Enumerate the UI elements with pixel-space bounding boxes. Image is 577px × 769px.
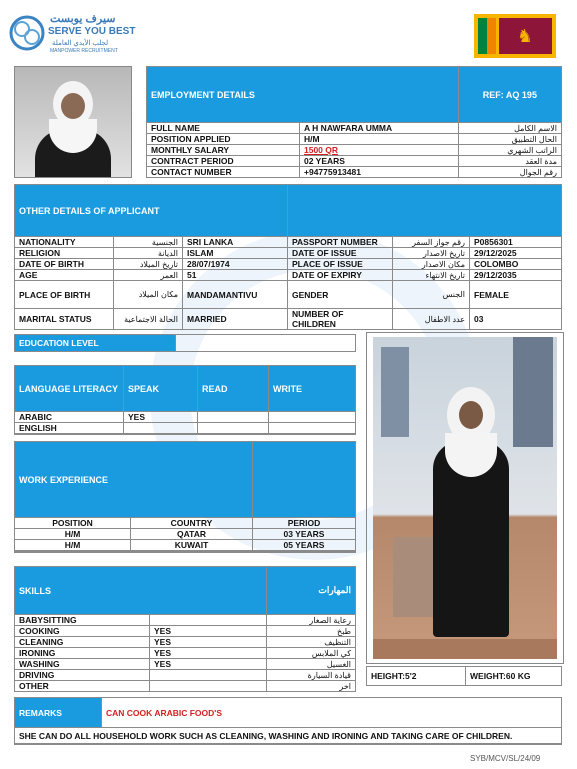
table-row: H/M QATAR 03 YEARS: [15, 529, 356, 540]
table-row: MARITAL STATUS الحالة الاجتماعية MARRIED NUMBER OF CHILDREN عدد الاطفال 03: [15, 309, 562, 330]
contact-number-label: CONTACT NUMBER: [147, 167, 300, 178]
position-applied-arabic: الحال التطبيق: [458, 134, 561, 145]
full-name-value: A H NAWFARA UMMA: [300, 123, 459, 134]
table-row: WASHING YES الغسيل: [15, 659, 356, 670]
table-row: COOKING YES طبخ: [15, 626, 356, 637]
skills-header: SKILLS: [15, 567, 267, 615]
reference-number: REF: AQ 195: [458, 67, 561, 123]
monthly-salary-arabic: الراتب الشهري: [458, 145, 561, 156]
skills-header-arabic: المهارات: [267, 567, 356, 615]
height-weight-table: [366, 666, 562, 686]
logo-english: SERVE YOU BEST: [48, 26, 136, 37]
full-name-arabic: الاسم الكامل: [458, 123, 561, 134]
table-row: ENGLISH: [15, 423, 356, 434]
other-details-table: [14, 184, 562, 330]
employment-header: EMPLOYMENT DETAILS: [147, 67, 459, 123]
company-logo: [8, 12, 148, 56]
table-row: CLEANING YES التنظيف: [15, 637, 356, 648]
table-row: ARABIC YES: [15, 412, 356, 423]
work-experience-table: WORK EXPERIENCE POSITION COUNTRY PERIOD H/M QATAR 03 YEARS H/M KUWAIT 05 YEARS: [14, 441, 356, 553]
employment-details-table: [146, 66, 562, 178]
work-experience-header: WORK EXPERIENCE: [15, 442, 253, 518]
table-row: H/M KUWAIT 05 YEARS: [15, 540, 356, 551]
sri-lanka-flag: ♞: [474, 14, 556, 58]
remarks-label: REMARKS: [15, 698, 102, 728]
logo-icon: [8, 14, 46, 52]
table-row: NATIONALITY الجنسية SRI LANKA PASSPORT NUMBER رقم جواز السفر P0856301: [15, 237, 562, 248]
logo-sub-english: MANPOWER RECRUITMENT: [50, 48, 118, 54]
table-row: BABYSITTING رعاية الصغار: [15, 615, 356, 626]
remarks-text: SHE CAN DO ALL HOUSEHOLD WORK SUCH AS CLEANING, WASHING AND IRONING AND TAKING CARE OF CHILDREN.: [15, 728, 562, 744]
education-level-table: [14, 334, 356, 352]
table-row: DRIVING قيادة السيارة: [15, 670, 356, 681]
contact-number-value: +94775913481: [300, 167, 459, 178]
remarks-table: [14, 697, 562, 745]
table-row: [15, 434, 356, 435]
height-value: HEIGHT:5'2: [367, 667, 466, 686]
table-row: RELIGION الديانة ISLAM DATE OF ISSUE تاريخ الاصدار 29/12/2025: [15, 248, 562, 259]
table-row: DATE OF BIRTH تاريخ الميلاد 28/07/1974 PLACE OF ISSUE مكان الاصدار COLOMBO: [15, 259, 562, 270]
education-header: EDUCATION LEVEL: [15, 335, 176, 352]
contract-period-label: CONTRACT PERIOD: [147, 156, 300, 167]
table-row: [15, 552, 356, 553]
weight-value: WEIGHT:60 KG: [466, 667, 562, 686]
table-row: AGE العمر 51 DATE OF EXPIRY تاريخ الانتهاء 29/12/2035: [15, 270, 562, 281]
table-row: IRONING YES كي الملابس: [15, 648, 356, 659]
position-applied-label: POSITION APPLIED: [147, 134, 300, 145]
applicant-photo-small: [14, 66, 132, 178]
monthly-salary-value: 1500 QR: [300, 145, 459, 156]
logo-arabic: سيرف يوبست: [50, 13, 116, 25]
contract-period-arabic: مدة العقد: [458, 156, 561, 167]
remarks-highlight: CAN COOK ARABIC FOOD'S: [102, 698, 562, 728]
logo-sub-arabic: لجلب الأيدي العاملة: [52, 40, 109, 47]
other-details-header: OTHER DETAILS OF APPLICANT: [15, 185, 288, 237]
position-applied-value: H/M: [300, 134, 459, 145]
language-literacy-table: LANGUAGE LITERACY SPEAK READ WRITE ARABIC YES ENGLISH: [14, 365, 356, 435]
monthly-salary-label: MONTHLY SALARY: [147, 145, 300, 156]
full-name-label: FULL NAME: [147, 123, 300, 134]
contract-period-value: 02 YEARS: [300, 156, 459, 167]
table-row: PLACE OF BIRTH مكان الميلاد MANDAMANTIVU GENDER الجنس FEMALE: [15, 281, 562, 309]
applicant-photo-full: [366, 332, 564, 664]
skills-table: [14, 566, 356, 692]
document-code: SYB/MCV/SL/24/09: [470, 754, 541, 763]
table-row: OTHER اخر: [15, 681, 356, 692]
contact-number-arabic: رقم الجوال: [458, 167, 561, 178]
